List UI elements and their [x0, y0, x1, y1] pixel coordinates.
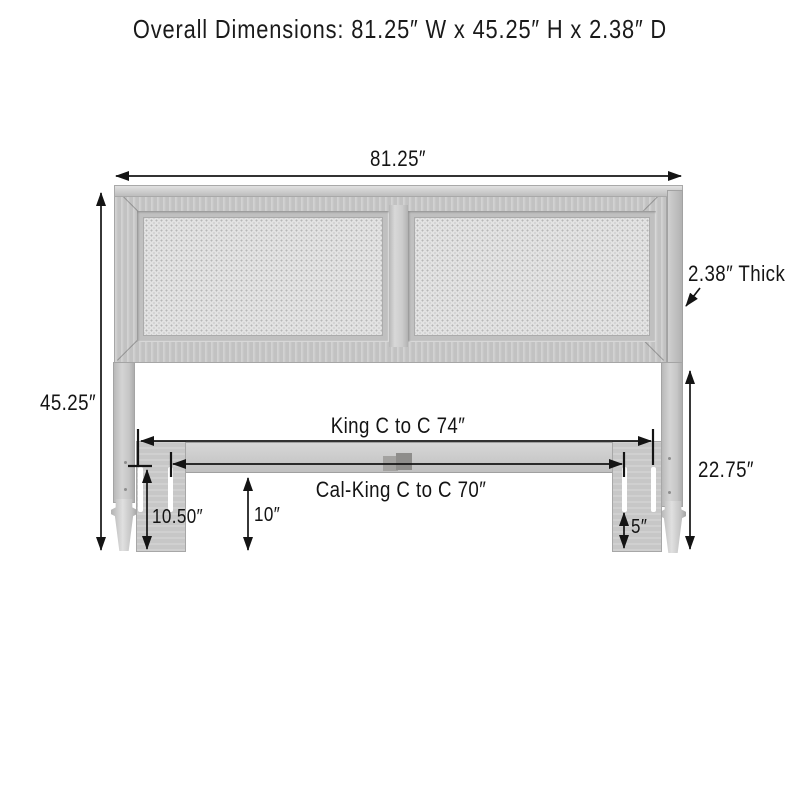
- frame-miter-joint: [117, 339, 139, 361]
- center-bracket: [396, 453, 412, 470]
- diagram-title: Overall Dimensions: 81.25″ W x 45.25″ H x 2.38″ D: [132, 14, 668, 44]
- thickness-label: 2.38″ Thick: [688, 261, 786, 286]
- bolt-hole: [668, 491, 671, 494]
- slot-offset-label: 5″: [631, 516, 648, 538]
- bracket-length-label: 10.50″: [152, 506, 204, 528]
- king-bolt-slot: [651, 467, 656, 512]
- left-turned-foot: [111, 499, 137, 551]
- headboard-side-thickness-face: [667, 190, 683, 363]
- cane-weave-texture: [414, 217, 650, 336]
- king-center-label: King C to C 74″: [330, 413, 466, 438]
- overall-width-label: 81.25″: [370, 146, 426, 171]
- cal-king-center-label: Cal-King C to C 70″: [315, 477, 487, 502]
- left-mounting-board: [136, 441, 186, 552]
- cane-weave-texture: [143, 217, 383, 336]
- leg-height-label: 22.75″: [698, 457, 754, 482]
- left-leg-post: [113, 362, 135, 503]
- cane-panel-right: [408, 211, 656, 342]
- bolt-hole: [124, 488, 127, 491]
- right-leg-post: [661, 362, 683, 507]
- bolt-hole: [124, 461, 127, 464]
- king-bolt-slot: [138, 467, 143, 512]
- overall-height-label: 45.25″: [40, 390, 96, 415]
- frame-miter-joint: [642, 339, 664, 361]
- bolt-hole: [668, 457, 671, 460]
- rail-to-floor-label: 10″: [254, 504, 281, 526]
- right-turned-foot: [660, 501, 686, 553]
- headboard-front-face: [114, 188, 667, 363]
- headboard-top-edge: [114, 185, 683, 197]
- cal-king-bolt-slot: [622, 467, 627, 512]
- cane-panel-left: [137, 211, 389, 342]
- thickness-callout-arrow: [686, 288, 700, 306]
- center-stile: [389, 205, 408, 347]
